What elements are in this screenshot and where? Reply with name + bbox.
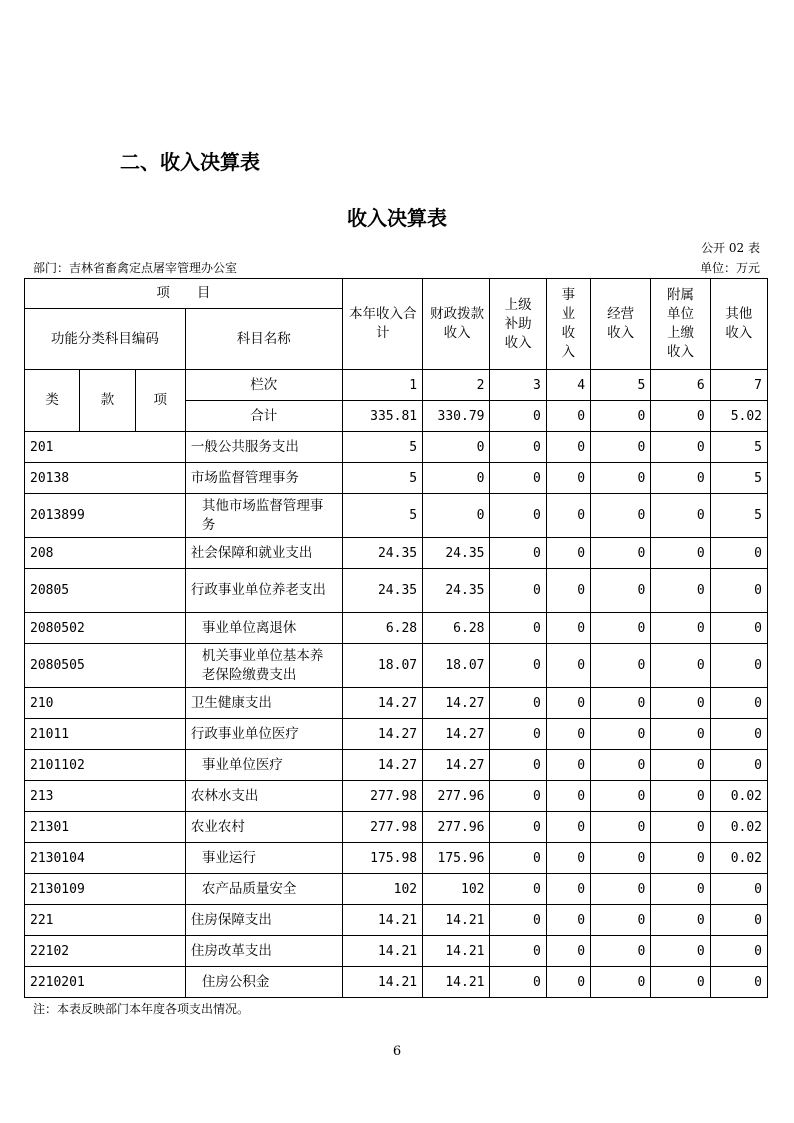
row-value: 14.27 xyxy=(423,688,490,719)
row-value: 102 xyxy=(342,874,422,905)
row-value: 5 xyxy=(710,494,767,538)
row-value: 0 xyxy=(490,781,546,812)
row-value: 14.21 xyxy=(423,905,490,936)
header-other-income: 其他收入 xyxy=(710,279,767,370)
table-row xyxy=(25,432,768,463)
row-value: 0 xyxy=(651,538,710,569)
row-value: 5 xyxy=(342,432,422,463)
row-value: 0 xyxy=(591,613,651,644)
row-value: 0 xyxy=(591,843,651,874)
table-row xyxy=(25,750,768,781)
row-value: 0 xyxy=(710,750,767,781)
column-index: 5 xyxy=(591,370,651,401)
row-value: 14.27 xyxy=(423,719,490,750)
row-subject-name: 市场监督管理事务 xyxy=(185,463,342,494)
row-value: 0 xyxy=(423,463,490,494)
row-code: 210 xyxy=(25,688,186,719)
row-code: 2210201 xyxy=(25,967,186,998)
row-value: 0 xyxy=(710,719,767,750)
row-value: 0 xyxy=(490,688,546,719)
income-table xyxy=(24,278,768,998)
row-value: 0 xyxy=(651,613,710,644)
row-value: 0 xyxy=(546,494,590,538)
row-value: 0 xyxy=(651,967,710,998)
row-value: 0 xyxy=(546,781,590,812)
unit-label: 单位：万元 xyxy=(699,261,760,275)
row-value: 0 xyxy=(591,936,651,967)
row-value: 14.21 xyxy=(423,967,490,998)
row-value: 14.27 xyxy=(342,719,422,750)
row-value: 0 xyxy=(546,905,590,936)
row-value: 0 xyxy=(591,719,651,750)
row-subject-name: 一般公共服务支出 xyxy=(185,432,342,463)
row-code: 2080505 xyxy=(25,644,186,688)
row-value: 0 xyxy=(546,613,590,644)
row-value: 0 xyxy=(546,936,590,967)
row-code: 22102 xyxy=(25,936,186,967)
table-row xyxy=(25,781,768,812)
row-value: 277.98 xyxy=(342,781,422,812)
row-value: 0 xyxy=(710,569,767,613)
row-subject-name: 行政事业单位养老支出 xyxy=(185,569,342,613)
row-value: 0 xyxy=(591,905,651,936)
row-value: 5 xyxy=(342,494,422,538)
row-value: 175.96 xyxy=(423,843,490,874)
row-value: 0 xyxy=(490,905,546,936)
row-value: 0 xyxy=(710,967,767,998)
column-index: 1 xyxy=(342,370,422,401)
total-value: 5.02 xyxy=(710,401,767,432)
table-row xyxy=(25,688,768,719)
row-value: 18.07 xyxy=(423,644,490,688)
row-value: 0 xyxy=(423,494,490,538)
row-subject-name: 住房公积金 xyxy=(185,967,342,998)
row-value: 0 xyxy=(651,843,710,874)
row-value: 24.35 xyxy=(423,538,490,569)
row-value: 0 xyxy=(546,967,590,998)
row-code: 2130104 xyxy=(25,843,186,874)
section-title: 二、收入决算表 xyxy=(120,150,260,174)
header-lei: 类 xyxy=(25,370,80,432)
row-value: 0 xyxy=(546,874,590,905)
row-value: 0 xyxy=(651,463,710,494)
header-subject-name: 科目名称 xyxy=(185,309,342,370)
total-value: 335.81 xyxy=(342,401,422,432)
row-value: 0 xyxy=(710,613,767,644)
header-business-income: 事业收入 xyxy=(546,279,590,370)
header-fiscal-income: 财政拨款收入 xyxy=(423,279,490,370)
row-value: 0 xyxy=(546,644,590,688)
row-value: 0 xyxy=(546,432,590,463)
row-value: 0 xyxy=(591,463,651,494)
row-value: 14.21 xyxy=(342,967,422,998)
row-value: 0 xyxy=(651,688,710,719)
row-value: 14.27 xyxy=(342,750,422,781)
column-index: 4 xyxy=(546,370,590,401)
row-value: 0 xyxy=(490,569,546,613)
row-value: 175.98 xyxy=(342,843,422,874)
header-operation-income: 经营收入 xyxy=(591,279,651,370)
total-value: 0 xyxy=(490,401,546,432)
row-subject-name: 其他市场监督管理事务 xyxy=(185,494,342,538)
row-value: 0 xyxy=(546,719,590,750)
row-subject-name: 卫生健康支出 xyxy=(185,688,342,719)
row-value: 0 xyxy=(710,905,767,936)
row-value: 0 xyxy=(490,644,546,688)
row-value: 0 xyxy=(651,812,710,843)
row-value: 0 xyxy=(546,688,590,719)
row-value: 0 xyxy=(651,432,710,463)
row-subject-name: 住房改革支出 xyxy=(185,936,342,967)
header-item: 项 目 xyxy=(25,279,343,309)
row-value: 0 xyxy=(651,781,710,812)
table-row xyxy=(25,812,768,843)
row-value: 0 xyxy=(651,750,710,781)
row-value: 0 xyxy=(710,538,767,569)
row-value: 277.98 xyxy=(342,812,422,843)
row-value: 0 xyxy=(591,432,651,463)
row-value: 0 xyxy=(591,967,651,998)
table-row xyxy=(25,538,768,569)
row-value: 0 xyxy=(490,750,546,781)
row-value: 14.27 xyxy=(423,750,490,781)
form-code: 公开 02 表 xyxy=(701,241,760,255)
row-subject-name: 机关事业单位基本养老保险缴费支出 xyxy=(185,644,342,688)
row-code: 20805 xyxy=(25,569,186,613)
row-code: 2080502 xyxy=(25,613,186,644)
row-subject-name: 行政事业单位医疗 xyxy=(185,719,342,750)
row-value: 6.28 xyxy=(423,613,490,644)
row-value: 0 xyxy=(651,719,710,750)
table-row xyxy=(25,874,768,905)
row-value: 0 xyxy=(591,538,651,569)
row-value: 0 xyxy=(710,688,767,719)
row-value: 0.02 xyxy=(710,812,767,843)
row-code: 221 xyxy=(25,905,186,936)
header-affiliated-income: 附属单位上缴收入 xyxy=(651,279,710,370)
row-value: 0 xyxy=(710,936,767,967)
row-value: 0 xyxy=(490,613,546,644)
row-value: 0 xyxy=(710,874,767,905)
total-label: 合计 xyxy=(185,401,342,432)
row-value: 0 xyxy=(423,432,490,463)
row-value: 0 xyxy=(546,569,590,613)
row-value: 0 xyxy=(546,750,590,781)
row-value: 0.02 xyxy=(710,781,767,812)
header-xiang: 项 xyxy=(135,370,185,432)
row-value: 24.35 xyxy=(342,569,422,613)
table-row xyxy=(25,967,768,998)
row-value: 5 xyxy=(710,463,767,494)
page-number: 6 xyxy=(392,1044,402,1059)
table-row xyxy=(25,569,768,613)
column-index: 3 xyxy=(490,370,546,401)
row-value: 0 xyxy=(591,688,651,719)
row-code: 2101102 xyxy=(25,750,186,781)
row-subject-name: 事业单位离退休 xyxy=(185,613,342,644)
row-value: 0 xyxy=(490,463,546,494)
row-subject-name: 事业运行 xyxy=(185,843,342,874)
table-row xyxy=(25,719,768,750)
row-code: 21301 xyxy=(25,812,186,843)
row-value: 5 xyxy=(710,432,767,463)
row-value: 277.96 xyxy=(423,781,490,812)
column-index: 2 xyxy=(423,370,490,401)
row-value: 18.07 xyxy=(342,644,422,688)
row-value: 0.02 xyxy=(710,843,767,874)
row-subject-name: 住房保障支出 xyxy=(185,905,342,936)
header-total-income: 本年收入合计 xyxy=(342,279,422,370)
row-value: 6.28 xyxy=(342,613,422,644)
table-row xyxy=(25,936,768,967)
row-value: 0 xyxy=(546,812,590,843)
table-note: 注：本表反映部门本年度各项支出情况。 xyxy=(33,1002,250,1016)
row-value: 0 xyxy=(546,463,590,494)
row-value: 0 xyxy=(710,644,767,688)
row-value: 0 xyxy=(651,569,710,613)
row-value: 14.21 xyxy=(342,905,422,936)
row-value: 0 xyxy=(490,494,546,538)
row-value: 0 xyxy=(591,644,651,688)
row-value: 0 xyxy=(591,781,651,812)
row-code: 213 xyxy=(25,781,186,812)
row-value: 0 xyxy=(651,494,710,538)
total-value: 0 xyxy=(546,401,590,432)
table-row xyxy=(25,644,768,688)
row-value: 0 xyxy=(490,538,546,569)
row-value: 0 xyxy=(591,874,651,905)
header-func-code: 功能分类科目编码 xyxy=(25,309,186,370)
row-value: 0 xyxy=(591,494,651,538)
department-label: 部门：吉林省畜禽定点屠宰管理办公室 xyxy=(33,261,238,275)
table-row xyxy=(25,494,768,538)
column-index: 6 xyxy=(651,370,710,401)
table-row xyxy=(25,613,768,644)
row-value: 14.21 xyxy=(342,936,422,967)
row-subject-name: 农产品质量安全 xyxy=(185,874,342,905)
table-title: 收入决算表 xyxy=(347,206,447,230)
row-value: 0 xyxy=(591,750,651,781)
total-value: 330.79 xyxy=(423,401,490,432)
row-value: 0 xyxy=(490,843,546,874)
table-row xyxy=(25,843,768,874)
row-value: 0 xyxy=(490,719,546,750)
row-code: 20138 xyxy=(25,463,186,494)
header-kuan: 款 xyxy=(80,370,135,432)
row-value: 0 xyxy=(651,905,710,936)
row-value: 0 xyxy=(591,812,651,843)
row-subject-name: 农林水支出 xyxy=(185,781,342,812)
row-value: 0 xyxy=(490,936,546,967)
row-code: 2013899 xyxy=(25,494,186,538)
row-value: 0 xyxy=(490,432,546,463)
column-index-label: 栏次 xyxy=(185,370,342,401)
row-value: 24.35 xyxy=(423,569,490,613)
row-subject-name: 社会保障和就业支出 xyxy=(185,538,342,569)
row-value: 0 xyxy=(490,874,546,905)
row-value: 0 xyxy=(546,843,590,874)
row-value: 0 xyxy=(651,874,710,905)
row-value: 0 xyxy=(651,644,710,688)
row-value: 24.35 xyxy=(342,538,422,569)
row-value: 0 xyxy=(546,538,590,569)
row-value: 0 xyxy=(591,569,651,613)
row-value: 5 xyxy=(342,463,422,494)
row-code: 21011 xyxy=(25,719,186,750)
row-value: 0 xyxy=(651,936,710,967)
table-row xyxy=(25,905,768,936)
total-value: 0 xyxy=(651,401,710,432)
row-subject-name: 农业农村 xyxy=(185,812,342,843)
row-value: 14.27 xyxy=(342,688,422,719)
total-value: 0 xyxy=(591,401,651,432)
table-row xyxy=(25,463,768,494)
row-code: 201 xyxy=(25,432,186,463)
row-value: 0 xyxy=(490,812,546,843)
header-superior-income: 上级补助收入 xyxy=(490,279,546,370)
row-value: 14.21 xyxy=(423,936,490,967)
row-code: 2130109 xyxy=(25,874,186,905)
row-value: 277.96 xyxy=(423,812,490,843)
row-value: 0 xyxy=(490,967,546,998)
column-index: 7 xyxy=(710,370,767,401)
row-subject-name: 事业单位医疗 xyxy=(185,750,342,781)
row-code: 208 xyxy=(25,538,186,569)
row-value: 102 xyxy=(423,874,490,905)
